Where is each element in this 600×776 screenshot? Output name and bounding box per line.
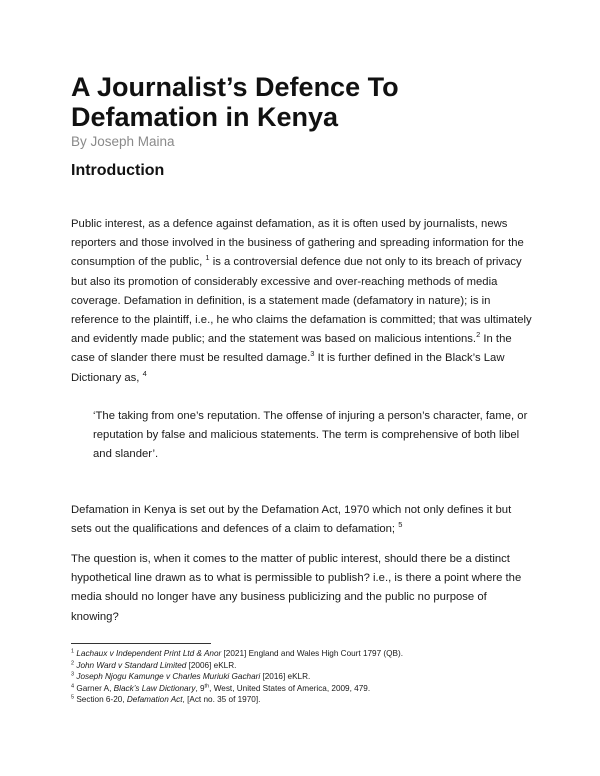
page-title: A Journalist’s Defence To Defamation in Kenya [71,72,399,132]
footnote-ref-5[interactable]: 5 [398,520,403,530]
footnote-number: 3 [71,671,75,678]
footnote-text: , [Act no. 35 of 1970]. [182,695,261,704]
paragraph-text: is a controversial defence due not only to its breach of privacy but also its promotion of considerably excessive and over-reaching methods of media coverage. Defamation in definition, is a statement made (defamatory in nature); is in reference to the plaintiff, i.e., he who claims the defamation is committed; that was ultimately and evidently made public; and the statement was based on malicious intentions. [71,256,532,346]
footnote-item [71,671,541,683]
paragraph-public-interest [71,215,533,388]
footnote-item [71,683,541,695]
footnote-item [71,694,541,706]
footnote-number: 1 [71,648,75,655]
footnote-text: [2016] eKLR. [260,672,311,681]
paragraph-defamation-act [71,501,533,539]
author-byline: By Joseph Maina [71,134,175,149]
edition-suffix: th [204,682,210,689]
paragraph-text: Defamation in Kenya is set out by the Defamation Act, 1970 which not only defines it but sets out the qualifications and defences of a claim to defamation; [71,504,512,536]
case-name: John Ward v Standard Limited [76,660,187,670]
paragraph-text: In the case of slander there must be resulted damage. [71,333,512,365]
footnote-text: , 9 [195,683,205,693]
paragraph-text: Public interest, as a defence against defamation, as it is often used by journalists, news reporters and those involved in the business of gathering and spreading information for the consumption of the public, [71,218,524,269]
footnote-text: [2006] eKLR. [186,660,237,670]
act-name: Defamation Act [126,695,183,704]
footnote-number: 5 [71,694,75,701]
book-title: Black’s Law Dictionary [113,683,196,693]
case-name: Lachaux v Independent Print Ltd & Anor [76,649,222,658]
case-name: Joseph Njogu Kamunge v Charles Muriuki Gachari [76,672,261,681]
footnote-ref-1[interactable]: 1 [205,253,210,263]
footnote-ref-4[interactable]: 4 [142,368,147,378]
footnote-divider [71,643,211,644]
footnote-text: , West, United States of America, 2009, 479. [209,683,371,693]
footnote-number: 4 [71,682,75,689]
footnote-item [71,660,541,672]
footnote-text: [2021] England and Wales High Court 1797 (QB). [221,649,403,658]
paragraph-question: The question is, when it comes to the matter of public interest, should there be a distinct hypothetical line drawn as to what is permissible to publish? i.e., is there a point where the media should no longer have any business publicizing and the public no purpose of knowing? [71,553,522,623]
footnote-ref-2[interactable]: 2 [476,330,481,340]
footnote-item [71,648,541,660]
footnotes-list [71,648,541,706]
footnote-text: Section 6-20, [76,695,127,704]
footnote-text: Garner A, [76,683,114,693]
paragraph-text: It is further defined in the Black’s Law Dictionary as, [71,352,505,384]
block-quote-definition: ‘The taking from one’s reputation. The offense of injuring a person’s character, fame, or reputation by false and malicious statements. The term is comprehensive of both libel and slander’. [93,410,528,461]
footnote-ref-3[interactable]: 3 [310,349,315,359]
footnote-number: 2 [71,659,75,666]
section-heading-introduction: Introduction [71,162,165,179]
